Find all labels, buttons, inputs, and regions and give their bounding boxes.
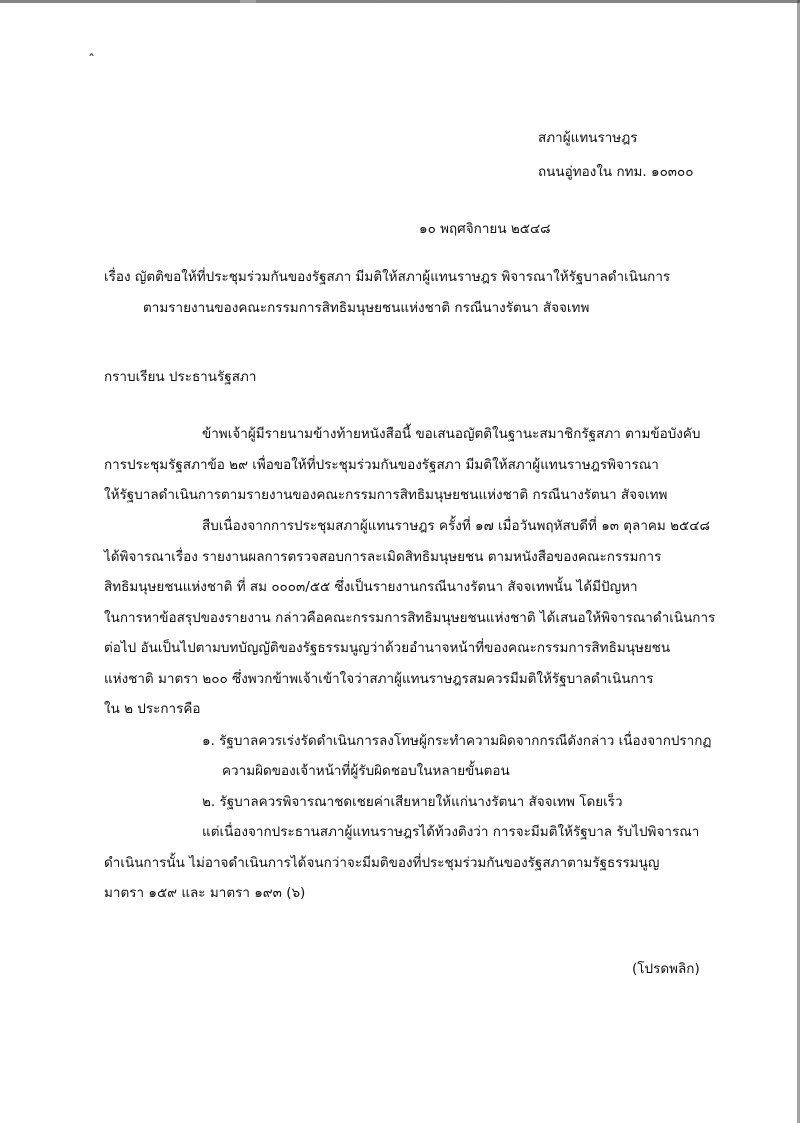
- body-line: การประชุมรัฐสภาข้อ ๒๙ เพื่อขอให้ที่ประชุมร่วมกันของรัฐสภา มีมติให้สภาผู้แทนราษฎรพิจารณา: [104, 457, 659, 473]
- body-line: สืบเนื่องจากการประชุมสภาผู้แทนราษฎร ครั้งที่ ๑๗ เมื่อวันพฤหัสบดีที่ ๑๓ ตุลาคม ๒๕๔๘: [202, 518, 710, 534]
- list-item-1-continuation: ความผิดของเจ้าหน้าที่ผู้รับผิดชอบในหลายขั้นตอน: [222, 763, 510, 779]
- body-line: ต่อไป อันเป็นไปตามบทบัญญัติของรัฐธรรมนูญว่าด้วยอำนาจหน้าที่ของคณะกรรมการสิทธิมนุษยชน: [104, 640, 671, 656]
- list-item-1: ๑. รัฐบาลควรเร่งรัดดำเนินการลงโทษผู้กระทำความผิดจากกรณีดังกล่าว เนื่องจากปรากฏ: [202, 733, 712, 749]
- body-line: มาตรา ๑๕๙ และ มาตรา ๑๙๓ (๖): [104, 885, 306, 901]
- scan-edge-top: [0, 0, 800, 3]
- body-line: ข้าพเจ้าผู้มีรายนามข้างท้ายหนังสือนี้ ขอเสนอญัตติในฐานะสมาชิกรัฐสภา ตามข้อบังคับ: [202, 426, 701, 442]
- salutation: กราบเรียน ประธานรัฐสภา: [104, 369, 257, 385]
- body-line: ใน ๒ ประการคือ: [104, 701, 201, 717]
- body-line: ดำเนินการนั้น ไม่อาจดำเนินการได้จนกว่าจะมีมติของที่ประชุมร่วมกันของรัฐสภาตามรัฐธรรมนูญ: [104, 855, 660, 871]
- body-line: แต่เนื่องจากประธานสภาผู้แทนราษฎรได้ท้วงติงว่า การจะมีมติให้รัฐบาล รับไปพิจารณา: [202, 824, 700, 840]
- org-name: สภาผู้แทนราษฎร: [538, 130, 638, 146]
- subject-line-1: เรื่อง ญัตติขอให้ที่ประชุมร่วมกันของรัฐสภา มีมติให้สภาผู้แทนราษฎร พิจารณาให้รัฐบาลดำเนินการ: [104, 269, 671, 285]
- letter-date: ๑๐ พฤศจิกายน ๒๕๔๘: [419, 221, 551, 237]
- turn-over-note: (โปรดพลิก): [632, 961, 700, 977]
- subject-line-2: ตามรายงานของคณะกรรมการสิทธิมนุษยชนแห่งชาติ กรณีนางรัตนา สัจจเทพ: [143, 300, 590, 316]
- org-address: ถนนอู่ทองใน กทม. ๑๐๓๐๐: [538, 164, 694, 180]
- body-line: สิทธิมนุษยชนแห่งชาติ ที่ สม ๐๐๐๓/๕๕ ซึ่งเป็นรายงานกรณีนางรัตนา สัจจเทพนั้น ได้มีปัญหา: [104, 579, 638, 595]
- body-line: ได้พิจารณาเรื่อง รายงานผลการตรวจสอบการละเมิดสิทธิมนุษยชน ตามหนังสือของคณะกรรมการ: [104, 549, 662, 565]
- list-item-2: ๒. รัฐบาลควรพิจารณาชดเชยค่าเสียหายให้แก่นางรัตนา สัจจเทพ โดยเร็ว: [202, 794, 623, 810]
- body-line: ในการหาข้อสรุปของรายงาน กล่าวคือคณะกรรมการสิทธิมนุษยชนแห่งชาติ ได้เสนอให้พิจารณาดำเนินการ: [104, 610, 716, 626]
- body-line: แห่งชาติ มาตรา ๒๐๐ ซึ่งพวกข้าพเจ้าเข้าใจว่าสภาผู้แทนราษฎรสมควรมีมติให้รัฐบาลดำเนินการ: [104, 671, 654, 687]
- body-line: ให้รัฐบาลดำเนินการตามรายงานของคณะกรรมการสิทธิมนุษยชนแห่งชาติ กรณีนางรัตนา สัจจเทพ: [104, 487, 668, 503]
- scan-speck-mark: ˆ: [88, 53, 95, 69]
